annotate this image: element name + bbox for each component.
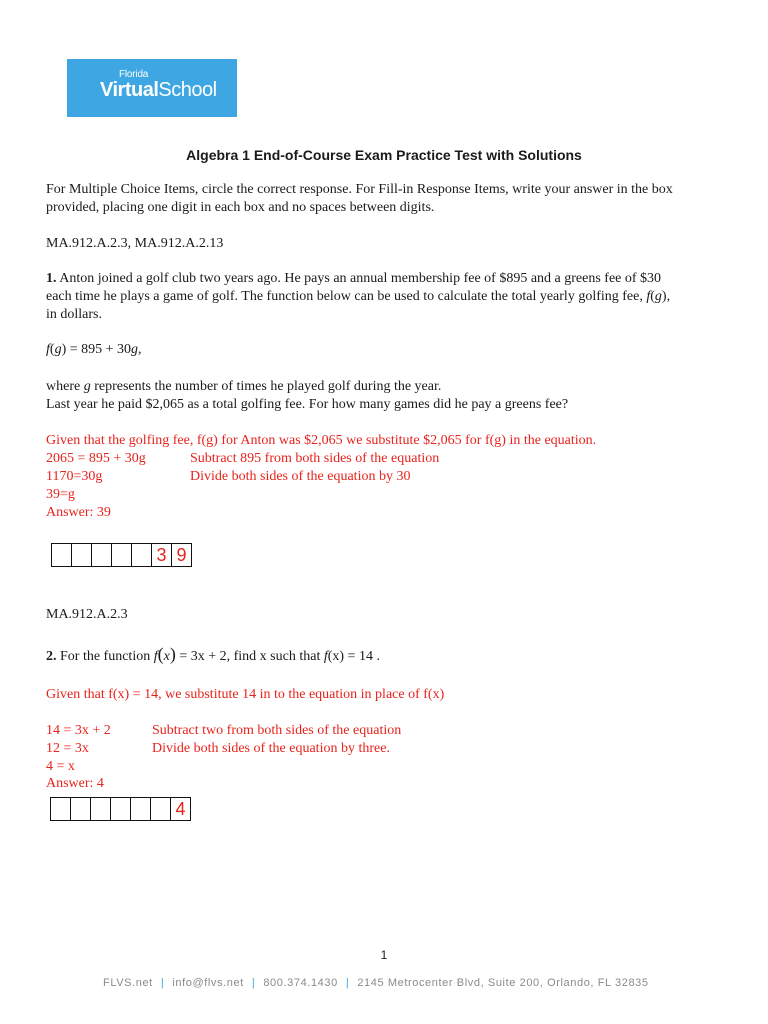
q1-answer-box[interactable] xyxy=(71,543,92,567)
instructions-line2: provided, placing one digit in each box and no spaces between digits. xyxy=(46,200,435,215)
q1-answer: Answer: 39 xyxy=(46,505,111,520)
q2-solution-note1: Subtract two from both sides of the equation xyxy=(152,723,402,738)
footer-phone: 800.374.1430 xyxy=(263,977,338,989)
q1-answer-box[interactable] xyxy=(91,543,112,567)
q1-answer-box[interactable] xyxy=(131,543,152,567)
q1-text-line2: each time he plays a game of golf. The function below can be used to calculate the total yearly golfing fee, f(g), xyxy=(46,289,671,304)
q1-text-line1: 1. Anton joined a golf club two years ago. He pays an annual membership fee of $895 and a greens fee of $30 xyxy=(46,271,662,286)
q1-text-line3: in dollars. xyxy=(46,307,102,322)
footer-site[interactable]: FLVS.net xyxy=(103,977,153,989)
q1-answer-box[interactable] xyxy=(51,543,72,567)
footer-separator: | xyxy=(251,977,256,989)
q2-answer-box[interactable] xyxy=(130,797,151,821)
q2-answer-box[interactable] xyxy=(50,797,71,821)
footer xyxy=(103,977,649,989)
q2-answer-box[interactable] xyxy=(90,797,111,821)
footer-separator: | xyxy=(345,977,350,989)
q1-function: f(g) = 895 + 30g, xyxy=(46,342,142,357)
q1-solution-step1: 2065 = 895 + 30g xyxy=(46,451,146,466)
q2-solution-intro: Given that f(x) = 14, we substitute 14 in to the equation in place of f(x) xyxy=(46,687,445,702)
q2-answer-box[interactable] xyxy=(150,797,171,821)
logo-line2: VirtualSchool xyxy=(100,79,217,101)
q1-solution-note1: Subtract 895 from both sides of the equation xyxy=(190,451,440,466)
q1-solution-step3: 39=g xyxy=(46,487,75,502)
q2-answer-grid xyxy=(50,797,191,821)
q2-answer-box[interactable] xyxy=(110,797,131,821)
q1-answer-box[interactable] xyxy=(111,543,132,567)
q1-answer-box[interactable]: 9 xyxy=(171,543,192,567)
logo-line1: Florida xyxy=(119,69,149,80)
q2-solution-step2: 12 = 3x xyxy=(46,741,89,756)
q2-standards: MA.912.A.2.3 xyxy=(46,607,128,622)
q1-answer-grid xyxy=(51,543,192,567)
instructions-line1: For Multiple Choice Items, circle the correct response. For Fill-in Response Items, write your answer in the box xyxy=(46,182,673,197)
page-number: 1 xyxy=(380,948,388,962)
q1-standards: MA.912.A.2.3, MA.912.A.2.13 xyxy=(46,236,224,251)
page-title: Algebra 1 End-of-Course Exam Practice Test with Solutions xyxy=(186,147,582,163)
footer-address: 2145 Metrocenter Blvd, Suite 200, Orlando, FL 32835 xyxy=(357,977,649,989)
q1-solution-note2: Divide both sides of the equation by 30 xyxy=(190,469,411,484)
q2-solution-step1: 14 = 3x + 2 xyxy=(46,723,111,738)
q2-answer-box[interactable]: 4 xyxy=(170,797,191,821)
q2-solution-note2: Divide both sides of the equation by three. xyxy=(152,741,390,756)
q1-solution-step2: 1170=30g xyxy=(46,469,103,484)
flvs-logo xyxy=(67,59,237,117)
q1-solution-intro: Given that the golfing fee, f(g) for Anton was $2,065 we substitute $2,065 for f(g) in the equation. xyxy=(46,433,597,448)
q2-solution-step3: 4 = x xyxy=(46,759,75,774)
footer-email[interactable]: info@flvs.net xyxy=(172,977,244,989)
q1-answer-box[interactable]: 3 xyxy=(151,543,172,567)
q2-answer: Answer: 4 xyxy=(46,776,104,791)
q1-where: where g represents the number of times he played golf during the year. xyxy=(46,379,442,394)
q1-question: Last year he paid $2,065 as a total golfing fee. For how many games did he pay a greens fee? xyxy=(46,397,569,412)
q2-answer-box[interactable] xyxy=(70,797,91,821)
q2-text: 2. For the function f(x) = 3x + 2, find x such that f(x) = 14 . xyxy=(46,644,380,664)
footer-separator: | xyxy=(160,977,165,989)
